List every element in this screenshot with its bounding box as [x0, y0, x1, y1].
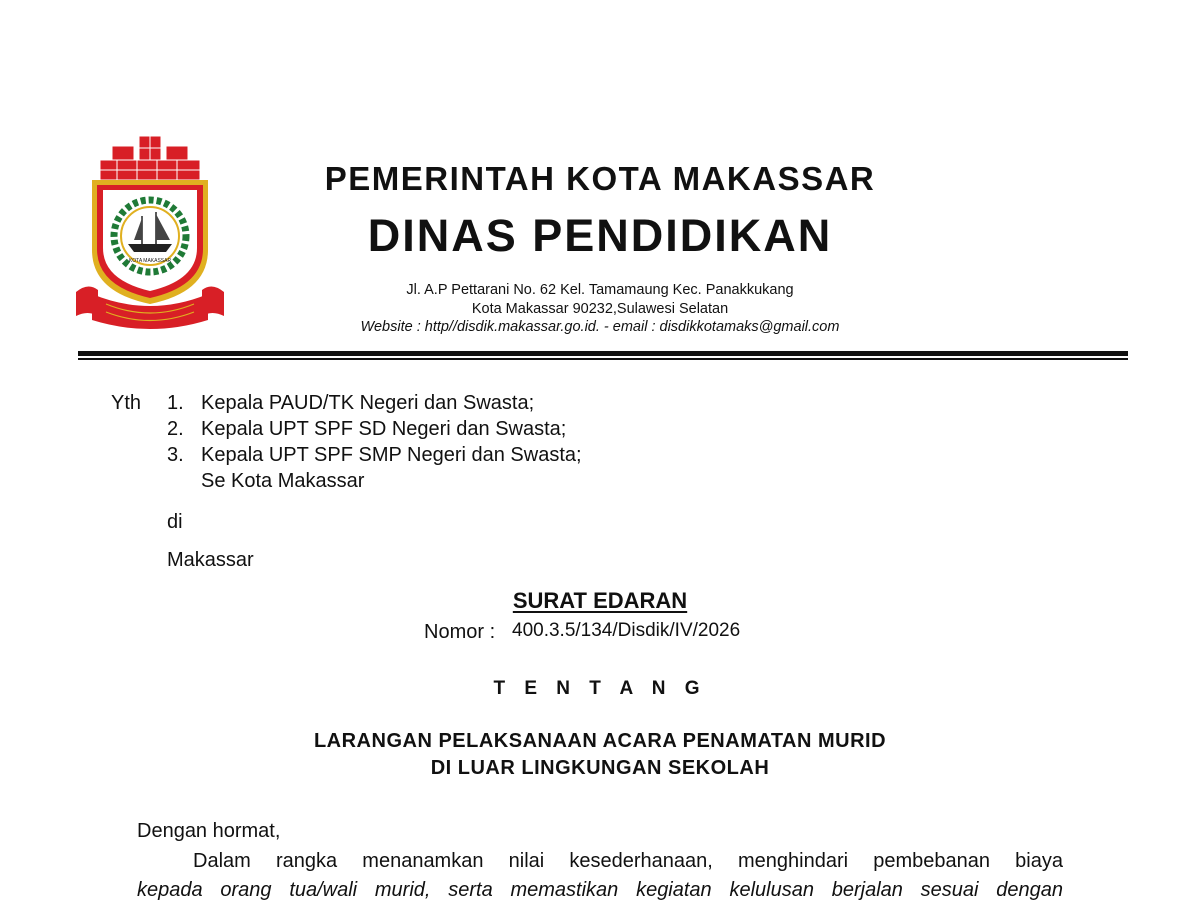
letter-title: SURAT EDARAN — [512, 588, 688, 613]
recipient-text: Kepala UPT SPF SD Negeri dan Swasta; — [201, 418, 567, 440]
recipient-number: 2. — [167, 418, 184, 440]
recipient-number: 1. — [167, 392, 184, 414]
subject-line-1: LARANGAN PELAKSANAAN ACARA PENAMATAN MURID — [313, 730, 887, 752]
paragraph-line-2: kepada orang tua/wali murid, serta memastikan kegiatan kelulusan berjalan sesuai dengan — [137, 879, 1063, 901]
department-name: DINAS PENDIDIKAN — [367, 210, 833, 261]
greeting: Dengan hormat, — [137, 820, 281, 842]
makassar-city-emblem-icon — [72, 132, 228, 332]
recipient-at: di — [167, 511, 183, 533]
letterhead-rule-thin — [78, 358, 1128, 360]
recipient-text: Kepala UPT SPF SMP Negeri dan Swasta; — [201, 444, 582, 466]
recipient-number: 3. — [167, 444, 184, 466]
paragraph-line-1: Dalam rangka menanamkan nilai kesederhanaan, menghindari pembebanan biaya — [193, 850, 1063, 872]
svg-text:KOTA MAKASSAR: KOTA MAKASSAR — [128, 258, 172, 264]
recipient-scope: Se Kota Makassar — [201, 470, 365, 492]
government-name: PEMERINTAH KOTA MAKASSAR — [324, 160, 876, 197]
letterhead-rule-thick — [78, 351, 1128, 356]
letter-about: T E N T A N G — [493, 678, 707, 699]
contact-line: Website : http//disdik.makassar.go.id. - email : disdikkotamaks@gmail.com — [360, 319, 840, 335]
address-line-1: Jl. A.P Pettarani No. 62 Kel. Tamamaung Kec. Panakkukang — [406, 282, 794, 298]
recipient-city: Makassar — [167, 549, 254, 571]
letter-number-label: Nomor : — [424, 621, 496, 643]
recipient-text: Kepala PAUD/TK Negeri dan Swasta; — [201, 392, 535, 414]
letter-number-value: 400.3.5/134/Disdik/IV/2026 — [512, 620, 741, 641]
address-line-2: Kota Makassar 90232,Sulawesi Selatan — [471, 301, 729, 317]
subject-line-2: DI LUAR LINGKUNGAN SEKOLAH — [430, 757, 770, 779]
recipient-prefix: Yth — [111, 392, 142, 414]
